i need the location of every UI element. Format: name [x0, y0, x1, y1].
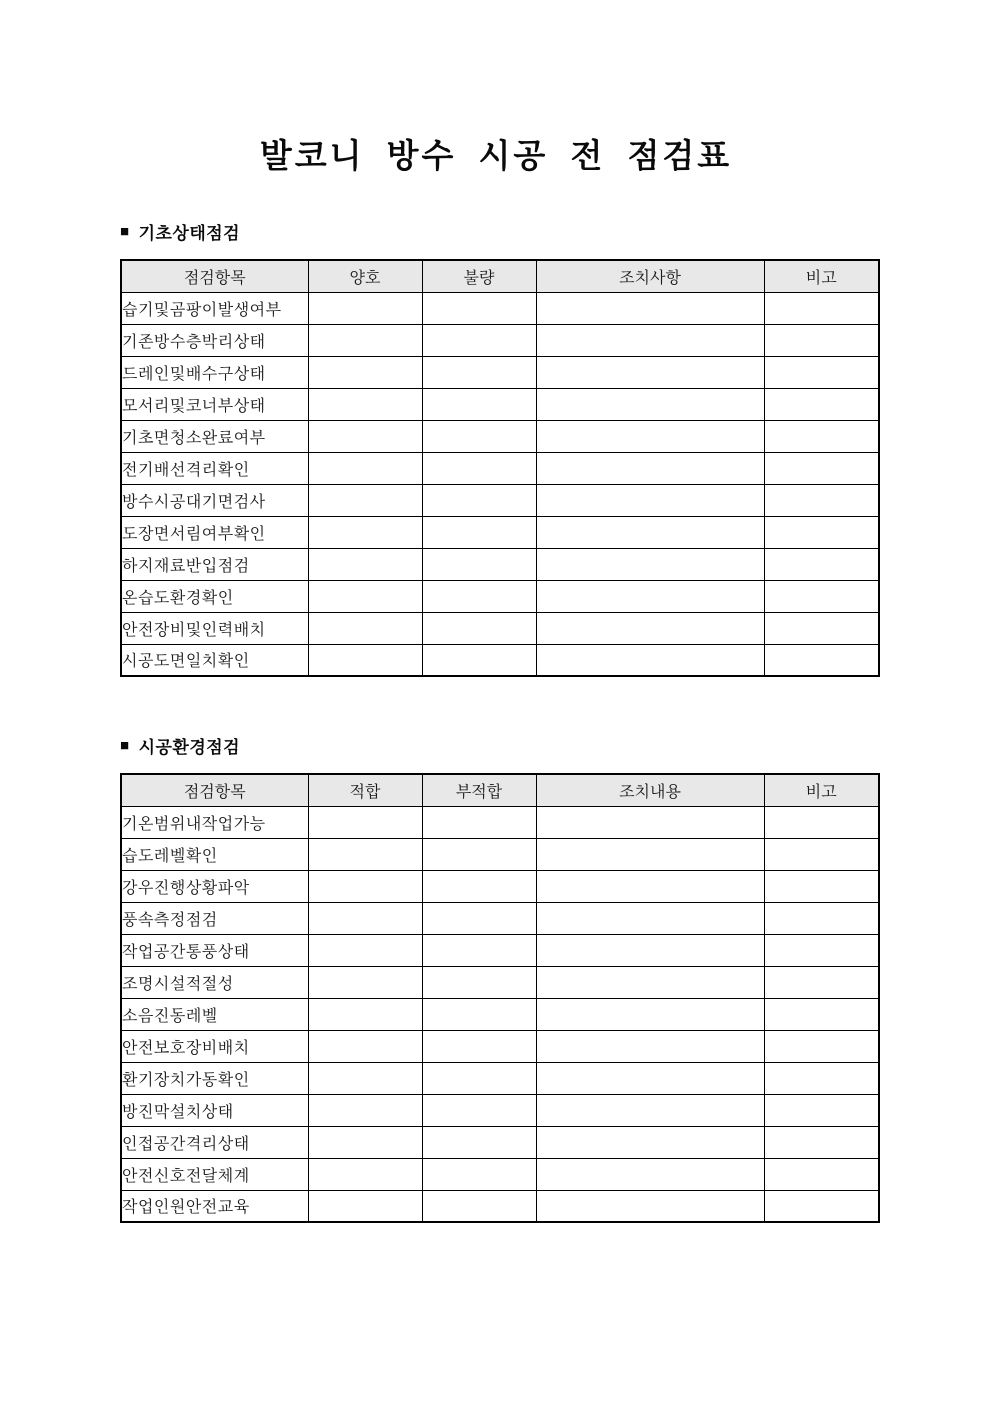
- empty-cell-action: [536, 420, 764, 452]
- empty-cell-note: [764, 934, 879, 966]
- empty-cell-action: [536, 806, 764, 838]
- column-header-note: 비고: [764, 774, 879, 806]
- column-header-action: 조치사항: [536, 260, 764, 292]
- empty-cell-unsuitable: [422, 1158, 536, 1190]
- empty-cell-good: [308, 452, 422, 484]
- table-row: [121, 580, 879, 612]
- table-row: [121, 452, 879, 484]
- empty-cell-bad: [422, 452, 536, 484]
- empty-cell-suitable: [308, 1158, 422, 1190]
- table-row: [121, 356, 879, 388]
- empty-cell-good: [308, 484, 422, 516]
- empty-cell-unsuitable: [422, 934, 536, 966]
- empty-cell-note: [764, 998, 879, 1030]
- empty-cell-note: [764, 1062, 879, 1094]
- table-row: [121, 612, 879, 644]
- empty-cell-note: [764, 902, 879, 934]
- empty-cell-action: [536, 1062, 764, 1094]
- empty-cell-unsuitable: [422, 806, 536, 838]
- empty-cell-suitable: [308, 998, 422, 1030]
- empty-cell-good: [308, 420, 422, 452]
- empty-cell-action: [536, 484, 764, 516]
- empty-cell-note: [764, 420, 879, 452]
- column-header-suitable: 적합: [308, 774, 422, 806]
- check-item-label: 방수시공대기면검사: [121, 484, 308, 516]
- check-item-label: 소음진동레벨: [121, 998, 308, 1030]
- empty-cell-good: [308, 292, 422, 324]
- check-item-label: 안전보호장비배치: [121, 1030, 308, 1062]
- environment-check-table: [120, 773, 880, 1223]
- empty-cell-note: [764, 324, 879, 356]
- empty-cell-unsuitable: [422, 1062, 536, 1094]
- empty-cell-note: [764, 966, 879, 998]
- empty-cell-note: [764, 292, 879, 324]
- empty-cell-action: [536, 548, 764, 580]
- table-row: [121, 484, 879, 516]
- check-item-label: 작업공간통풍상태: [121, 934, 308, 966]
- check-item-label: 기온범위내작업가능: [121, 806, 308, 838]
- section-heading-env: [120, 733, 878, 758]
- empty-cell-action: [536, 934, 764, 966]
- empty-cell-suitable: [308, 1030, 422, 1062]
- empty-cell-action: [536, 356, 764, 388]
- check-item-label: 전기배선격리확인: [121, 452, 308, 484]
- empty-cell-action: [536, 452, 764, 484]
- empty-cell-good: [308, 612, 422, 644]
- check-item-label: 강우진행상황파악: [121, 870, 308, 902]
- empty-cell-action: [536, 1158, 764, 1190]
- column-header-unsuitable: 부적합: [422, 774, 536, 806]
- empty-cell-action: [536, 516, 764, 548]
- empty-cell-bad: [422, 612, 536, 644]
- empty-cell-good: [308, 548, 422, 580]
- empty-cell-suitable: [308, 1190, 422, 1222]
- check-item-label: 드레인및배수구상태: [121, 356, 308, 388]
- document-title: 발코니 방수 시공 전 점검표: [259, 137, 733, 174]
- table-row: [121, 1126, 879, 1158]
- column-header-item: 점검항목: [121, 260, 308, 292]
- empty-cell-good: [308, 356, 422, 388]
- check-item-label: 모서리및코너부상태: [121, 388, 308, 420]
- empty-cell-note: [764, 806, 879, 838]
- check-item-label: 하지재료반입점검: [121, 548, 308, 580]
- empty-cell-bad: [422, 324, 536, 356]
- empty-cell-action: [536, 902, 764, 934]
- table-row: [121, 1030, 879, 1062]
- column-header-note: 비고: [764, 260, 879, 292]
- empty-cell-action: [536, 1094, 764, 1126]
- table-row: [121, 902, 879, 934]
- empty-cell-note: [764, 356, 879, 388]
- empty-cell-note: [764, 1190, 879, 1222]
- empty-cell-unsuitable: [422, 902, 536, 934]
- section-heading-label: 기초상태점검: [138, 224, 241, 243]
- square-bullet-icon: ■: [120, 223, 130, 240]
- empty-cell-action: [536, 612, 764, 644]
- check-item-label: 안전장비및인력배치: [121, 612, 308, 644]
- empty-cell-action: [536, 1030, 764, 1062]
- empty-cell-note: [764, 1094, 879, 1126]
- table-header-row: [121, 774, 879, 806]
- check-item-label: 시공도면일치확인: [121, 644, 308, 676]
- table-row: [121, 966, 879, 998]
- check-item-label: 온습도환경확인: [121, 580, 308, 612]
- square-bullet-icon: ■: [120, 737, 130, 754]
- check-item-label: 안전신호전달체계: [121, 1158, 308, 1190]
- empty-cell-note: [764, 644, 879, 676]
- check-item-label: 습기및곰팡이발생여부: [121, 292, 308, 324]
- empty-cell-note: [764, 484, 879, 516]
- empty-cell-note: [764, 1030, 879, 1062]
- section-construction-environment: [120, 733, 878, 1223]
- empty-cell-note: [764, 1158, 879, 1190]
- table-row: [121, 516, 879, 548]
- table-row: [121, 1190, 879, 1222]
- section-basic-condition: [120, 219, 878, 677]
- empty-cell-bad: [422, 516, 536, 548]
- basic-condition-table: [120, 259, 880, 677]
- section-heading-label: 시공환경점검: [138, 738, 241, 757]
- empty-cell-suitable: [308, 1126, 422, 1158]
- empty-cell-action: [536, 388, 764, 420]
- table-row: [121, 1094, 879, 1126]
- empty-cell-bad: [422, 548, 536, 580]
- check-item-label: 작업인원안전교육: [121, 1190, 308, 1222]
- empty-cell-note: [764, 580, 879, 612]
- empty-cell-suitable: [308, 1062, 422, 1094]
- empty-cell-unsuitable: [422, 838, 536, 870]
- empty-cell-good: [308, 324, 422, 356]
- empty-cell-bad: [422, 292, 536, 324]
- check-item-label: 기존방수층박리상태: [121, 324, 308, 356]
- empty-cell-unsuitable: [422, 1094, 536, 1126]
- table-row: [121, 1062, 879, 1094]
- empty-cell-action: [536, 292, 764, 324]
- table-row: [121, 548, 879, 580]
- empty-cell-suitable: [308, 902, 422, 934]
- table-row: [121, 870, 879, 902]
- empty-cell-bad: [422, 388, 536, 420]
- check-item-label: 환기장치가동확인: [121, 1062, 308, 1094]
- check-item-label: 습도레벨확인: [121, 838, 308, 870]
- empty-cell-suitable: [308, 806, 422, 838]
- empty-cell-good: [308, 516, 422, 548]
- check-item-label: 풍속측정점검: [121, 902, 308, 934]
- empty-cell-suitable: [308, 838, 422, 870]
- empty-cell-note: [764, 388, 879, 420]
- empty-cell-action: [536, 966, 764, 998]
- empty-cell-action: [536, 644, 764, 676]
- empty-cell-good: [308, 580, 422, 612]
- table-row: [121, 292, 879, 324]
- empty-cell-bad: [422, 644, 536, 676]
- column-header-bad: 불량: [422, 260, 536, 292]
- empty-cell-note: [764, 452, 879, 484]
- empty-cell-bad: [422, 420, 536, 452]
- table-row: [121, 934, 879, 966]
- section-heading-basic: [120, 219, 878, 244]
- empty-cell-action: [536, 998, 764, 1030]
- table-row: [121, 998, 879, 1030]
- empty-cell-good: [308, 388, 422, 420]
- table-row: [121, 806, 879, 838]
- empty-cell-unsuitable: [422, 998, 536, 1030]
- check-item-label: 기초면청소완료여부: [121, 420, 308, 452]
- empty-cell-note: [764, 612, 879, 644]
- empty-cell-action: [536, 870, 764, 902]
- empty-cell-bad: [422, 484, 536, 516]
- column-header-good: 양호: [308, 260, 422, 292]
- empty-cell-action: [536, 1126, 764, 1158]
- empty-cell-action: [536, 324, 764, 356]
- empty-cell-note: [764, 838, 879, 870]
- empty-cell-unsuitable: [422, 1126, 536, 1158]
- empty-cell-unsuitable: [422, 1030, 536, 1062]
- check-item-label: 인접공간격리상태: [121, 1126, 308, 1158]
- check-item-label: 방진막설치상태: [121, 1094, 308, 1126]
- table-row: [121, 644, 879, 676]
- check-item-label: 도장면서림여부확인: [121, 516, 308, 548]
- table-header-row: [121, 260, 879, 292]
- empty-cell-note: [764, 870, 879, 902]
- empty-cell-action: [536, 580, 764, 612]
- table-row: [121, 324, 879, 356]
- empty-cell-note: [764, 516, 879, 548]
- empty-cell-unsuitable: [422, 870, 536, 902]
- empty-cell-note: [764, 548, 879, 580]
- empty-cell-suitable: [308, 1094, 422, 1126]
- column-header-item: 점검항목: [121, 774, 308, 806]
- empty-cell-unsuitable: [422, 966, 536, 998]
- table-row: [121, 388, 879, 420]
- empty-cell-suitable: [308, 966, 422, 998]
- check-item-label: 조명시설적절성: [121, 966, 308, 998]
- empty-cell-action: [536, 1190, 764, 1222]
- empty-cell-good: [308, 644, 422, 676]
- empty-cell-unsuitable: [422, 1190, 536, 1222]
- empty-cell-note: [764, 1126, 879, 1158]
- table-row: [121, 420, 879, 452]
- empty-cell-bad: [422, 580, 536, 612]
- table-row: [121, 838, 879, 870]
- empty-cell-suitable: [308, 870, 422, 902]
- table-row: [121, 1158, 879, 1190]
- empty-cell-suitable: [308, 934, 422, 966]
- empty-cell-action: [536, 838, 764, 870]
- column-header-action: 조치내용: [536, 774, 764, 806]
- empty-cell-bad: [422, 356, 536, 388]
